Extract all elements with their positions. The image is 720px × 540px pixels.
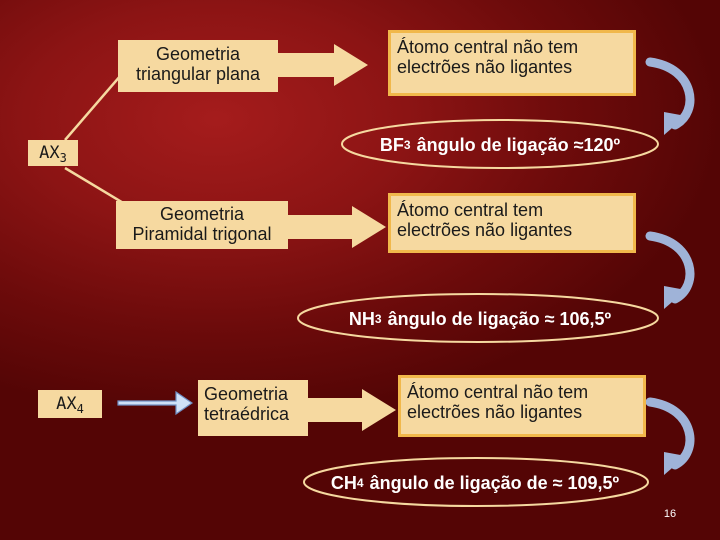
bf3-angle-text: ângulo de ligação ≈120º: [416, 134, 621, 155]
atom-with-lone-pairs-box: [388, 193, 636, 253]
geometry-trigonal-pyramidal-box: [116, 201, 288, 249]
curved-arrow-icon: [650, 402, 690, 475]
atom-no-lone-pairs-1-line2: electrões não ligantes: [397, 57, 573, 77]
geometry-trigonal-planar-line1: Geometria: [155, 44, 241, 64]
geometry-tetrahedral-box: [198, 380, 308, 436]
curved-arrow-icon: [650, 62, 690, 135]
bf3-formula: BF: [379, 134, 404, 155]
block-arrow-icon: [287, 206, 386, 248]
atom-no-lone-pairs-2-line2: electrões não ligantes: [407, 402, 583, 422]
ax3-label: [28, 140, 78, 166]
ax4-sub: 4: [76, 402, 84, 416]
double-arrow-icon: [118, 392, 192, 414]
block-arrow-icon: [307, 389, 396, 431]
geometry-tetrahedral-line1: Geometria: [204, 384, 289, 404]
ax3-sub: 3: [59, 151, 67, 165]
ax4-label: [38, 390, 102, 418]
geometry-trigonal-pyramidal-line2: Piramidal trigonal: [132, 224, 272, 244]
ch4-formula: CH: [330, 472, 357, 493]
ch4-angle-label: [300, 470, 650, 496]
atom-with-lone-pairs-line2: electrões não ligantes: [397, 220, 573, 240]
bf3-angle-label: [345, 132, 655, 158]
atom-with-lone-pairs-line1: Átomo central tem: [397, 200, 544, 220]
curved-arrow-icon: [650, 236, 690, 309]
bf3-sub: 3: [403, 138, 411, 152]
atom-no-lone-pairs-1-line1: Átomo central não tem: [397, 37, 579, 57]
atom-no-lone-pairs-box-2: [398, 375, 646, 437]
nh3-angle-text: ângulo de ligação ≈ 106,5º: [387, 308, 612, 329]
geometry-tetrahedral-line2: tetraédrica: [204, 404, 290, 424]
ax3-base: AX: [39, 143, 60, 163]
block-arrow-icon: [278, 44, 368, 86]
geometry-trigonal-planar-line2: triangular plana: [135, 64, 261, 84]
ch4-sub: 4: [356, 476, 364, 490]
ch4-angle-text: ângulo de ligação de ≈ 109,5º: [369, 472, 620, 493]
geometry-trigonal-pyramidal-line1: Geometria: [159, 204, 245, 224]
nh3-angle-label: [310, 306, 650, 332]
nh3-sub: 3: [374, 312, 382, 326]
nh3-formula: NH: [348, 308, 375, 329]
page-number: 16: [663, 508, 677, 520]
atom-no-lone-pairs-2-line1: Átomo central não tem: [407, 382, 589, 402]
geometry-trigonal-planar-box: [118, 40, 278, 92]
atom-no-lone-pairs-box-1: [388, 30, 636, 96]
ax4-base: AX: [56, 394, 77, 414]
